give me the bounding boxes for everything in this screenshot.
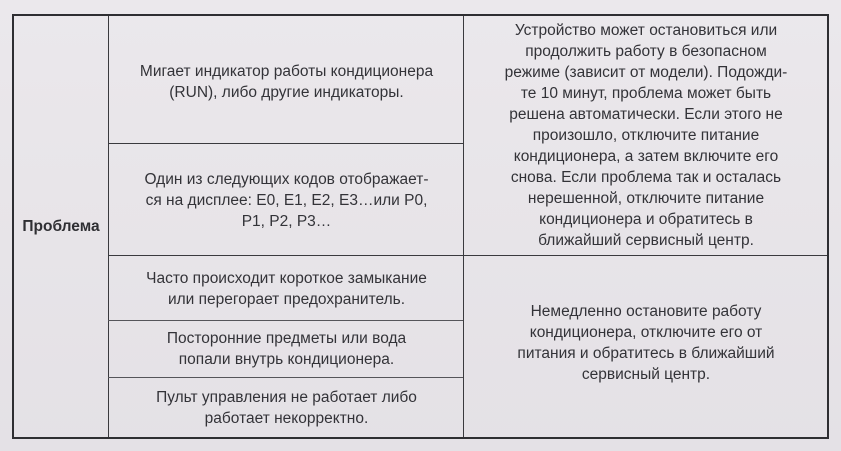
symptom-cell bbox=[110, 145, 463, 255]
row-divider-2 bbox=[108, 255, 463, 256]
column-divider-1 bbox=[108, 16, 109, 437]
symptom-cell bbox=[110, 378, 463, 437]
symptom-text: Часто происходит короткое замыкание или перегорает предохранитель. bbox=[146, 269, 427, 308]
problem-header-label: Проблема bbox=[22, 218, 100, 235]
row-divider-1 bbox=[108, 143, 463, 144]
symptom-cell bbox=[110, 16, 463, 143]
column-divider-2 bbox=[463, 16, 464, 437]
symptom-text: Один из следующих кодов отображает- ся на дисплее: E0, E1, E2, E3…или P0, P1, P2, P3… bbox=[144, 170, 429, 230]
troubleshooting-table bbox=[12, 14, 829, 439]
symptom-cell bbox=[110, 257, 463, 320]
symptom-cell bbox=[110, 321, 463, 377]
symptom-text: Посторонние предметы или вода попали внутрь кондиционера. bbox=[166, 330, 407, 368]
symptom-text: Мигает индикатор работы кондиционера (RUN), либо другие индикаторы. bbox=[139, 62, 434, 101]
problem-header bbox=[14, 16, 108, 437]
symptom-text: Пульт управления не работает либо работает некорректно. bbox=[156, 388, 417, 427]
solution-text: Немедленно остановите работу кондиционера, отключите его от питания и обратитесь в ближайший сервисный центр. bbox=[517, 303, 775, 383]
solution-divider bbox=[463, 255, 827, 256]
solution-cell bbox=[465, 16, 827, 255]
solution-text: Устройство может остановиться или продолжить работу в безопасном режиме (зависит от модели). Подожди- те 10 минут, проблема может быть решена автоматически. Если этого не произошло, отключите питание кондиционера, а затем включите его снова. Если проблема так и осталась нерешенной, отключите питание кондиционера и обратитесь в ближайший сервисный центр. bbox=[504, 22, 788, 249]
solution-cell bbox=[465, 257, 827, 437]
